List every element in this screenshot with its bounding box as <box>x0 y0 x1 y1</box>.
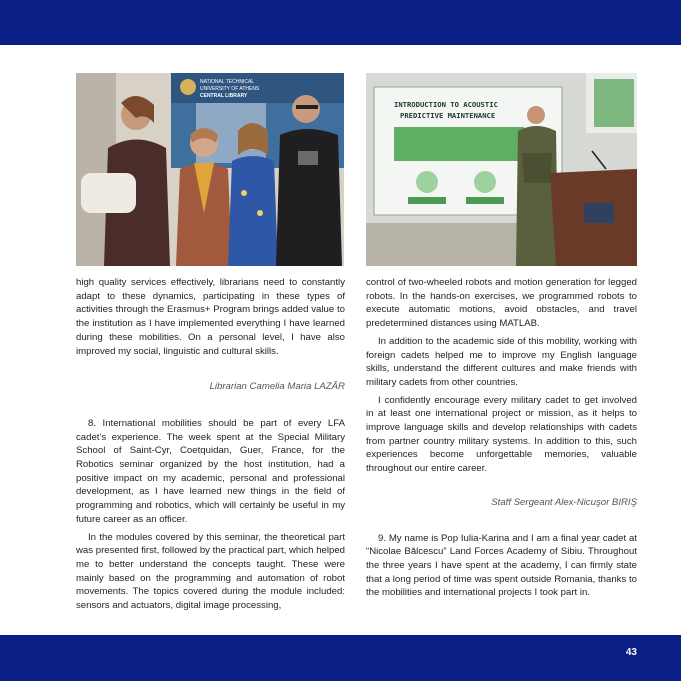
right-paragraph-2: In addition to the academic side of this mobility, working with foreign cadets helped me to improve my English language skills, understand the different cultures and make friends with military cadets from other countries. <box>366 335 637 388</box>
right-text-column <box>366 276 637 600</box>
svg-text:PREDICTIVE MAINTENANCE: PREDICTIVE MAINTENANCE <box>400 111 496 120</box>
svg-text:UNIVERSITY OF ATHENS: UNIVERSITY OF ATHENS <box>200 86 260 92</box>
left-text-column <box>76 276 345 613</box>
svg-text:NATIONAL TECHNICAL: NATIONAL TECHNICAL <box>200 79 255 85</box>
page-number: 43 <box>625 647 637 658</box>
left-paragraph-2: 8. International mobilities should be part of every LFA cadet’s experience. The week spent at the Special Military School of Saint-Cyr, Coetquidan, Guer, France, for the Robotics seminar organized by the host institution, had a positive impact on my academic, personal and professional development, as I have learned new things in the field of programming and robotics, which will certainly be useful in my future career as an officer. <box>76 417 345 525</box>
right-paragraph-3: I confidently encourage every military cadet to get involved in at least one international project or mission, as it helps to improve language skills and develop relationships with cadets from partner country military systems. In addition to this, such experiences become unforgettable memories, valuable throughout our entire career. <box>366 394 637 475</box>
group-photo-library <box>76 73 344 266</box>
left-paragraph-3: In the modules covered by this seminar, the theoretical part was presented first, followed by the practical part, which helped me to better understand the concepts taught. These were mainly based on the programming and automation of robot movements. The topics covered during the module included: sensors and actuators, digital image processing, <box>76 531 345 612</box>
svg-text:INTRODUCTION TO ACOUSTIC: INTRODUCTION TO ACOUSTIC <box>394 100 498 109</box>
left-paragraph-1: high quality services effectively, librarians need to constantly adapt to these dynamics, participating in these types of activities through the Erasmus+ Program brings added value to the institution as I have implemented everything I have learned during these mobilities. On a personal level, I have also improved my social, linguistic and cultural skills. <box>76 277 345 357</box>
left-signature: Librarian Camelia Maria LAZĂR <box>209 381 345 393</box>
right-paragraph-1: control of two-wheeled robots and motion generation for legged robots. In the hands-on exercises, we programmed robots to execute automatic motions, avoid obstacles, and travel predetermined distances using MATLAB. <box>366 277 637 330</box>
right-paragraph-4: 9. My name is Pop Iulia-Karina and I am a final year cadet at “Nicolae Bălcescu” Land Forces Academy of Sibiu. Throughout the three years I have spent at the academy, I can firmly state that a long period of time was spent outside Romania, thanks to the mobilities and international projects I took part in. <box>366 532 637 599</box>
top-band <box>0 0 681 45</box>
bottom-band <box>0 635 681 681</box>
right-signature: Staff Sergeant Alex-Nicuşor BIRIŞ <box>491 496 637 508</box>
group-photo-drawing <box>76 73 344 266</box>
presentation-photo-drawing <box>366 73 637 266</box>
svg-text:CENTRAL LIBRARY: CENTRAL LIBRARY <box>200 93 248 99</box>
presentation-photo <box>366 73 637 266</box>
